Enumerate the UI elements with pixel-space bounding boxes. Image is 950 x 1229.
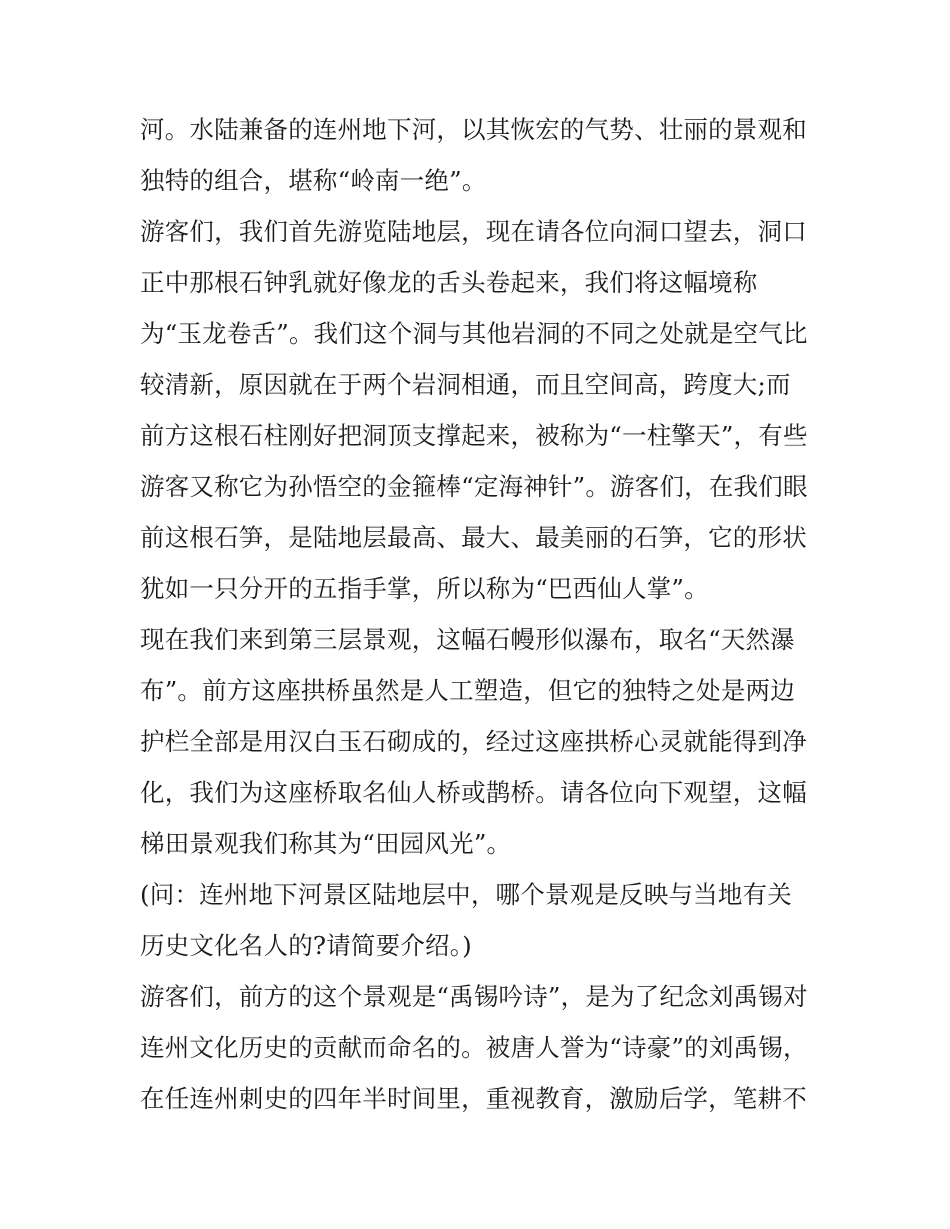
text-line: 在任连州刺史的四年半时间里，重视教育，激励后学，笔耕不	[140, 1084, 807, 1113]
text-line: 犹如一只分开的五指手掌，所以称为“巴西仙人掌”。	[140, 574, 709, 603]
text-line: 前这根石笋，是陆地层最高、最大、最美丽的石笋，它的形状	[140, 523, 807, 552]
text-line: 梯田景观我们称其为“田园风光”。	[140, 829, 512, 858]
text-line: 正中那根石钟乳就好像龙的舌头卷起来，我们将这幅境称	[140, 268, 758, 297]
text-line: 连州文化历史的贡献而命名的。被唐人誉为“诗豪”的刘禹锡，	[140, 1033, 808, 1062]
text-line: 前方这根石柱刚好把洞顶支撑起来，被称为“一柱擎天”，有些	[140, 421, 808, 450]
text-line: 护栏全部是用汉白玉石砌成的，经过这座拱桥心灵就能得到净	[140, 727, 807, 756]
text-line: 为“玉龙卷舌”。我们这个洞与其他岩洞的不同之处就是空气比	[140, 319, 808, 348]
text-line: 游客们，前方的这个景观是“禹锡吟诗”，是为了纪念刘禹锡对	[140, 982, 808, 1011]
text-line: 游客们，我们首先游览陆地层，现在请各位向洞口望去，洞口	[140, 217, 807, 246]
text-line: 布”。前方这座拱桥虽然是人工塑造，但它的独特之处是两边	[140, 676, 795, 705]
text-line: 化，我们为这座桥取名仙人桥或鹊桥。请各位向下观望，这幅	[140, 778, 807, 807]
text-line: 游客又称它为孙悟空的金箍棒“定海神针”。游客们，在我们眼	[140, 472, 808, 501]
text-line: 独特的组合，堪称“岭南一绝”。	[140, 166, 487, 195]
text-line: 河。水陆兼备的连州地下河，以其恢宏的气势、壮丽的景观和	[140, 115, 807, 144]
text-line: 现在我们来到第三层景观，这幅石幔形似瀑布，取名“天然瀑	[140, 625, 795, 654]
text-line: (问：连州地下河景区陆地层中，哪个景观是反映与当地有关	[140, 880, 792, 909]
text-line: 历史文化名人的?请简要介绍。)	[140, 931, 472, 960]
text-line: 较清新，原因就在于两个岩洞相通，而且空间高，跨度大;而	[140, 370, 791, 399]
